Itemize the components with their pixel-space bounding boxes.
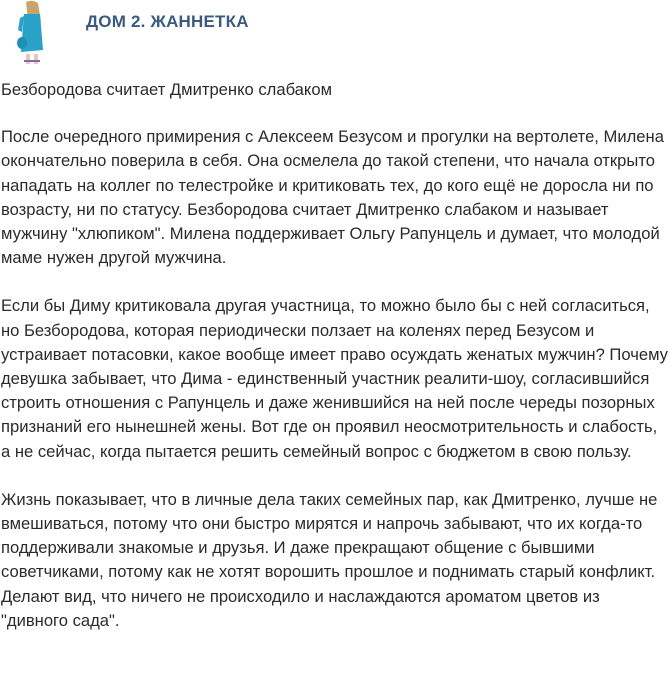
article-paragraph: Жизнь показывает, что в личные дела таких семейных пар, как Дмитренко, лучше не вмешиваться, потому что они быстро мирятся и напрочь забывают, что их когда-то поддерживали знакомые и друзья. И даже прекращают общение с бывшими советчиками, потому как не хотят ворошить прошлое и поднимать старый конфликт. Делают вид, что ничего не происходило и наслаждаются ароматом цветов из "дивного сада". [1,489,658,630]
article-paragraph: После очередного примирения с Алексеем Безусом и прогулки на вертолете, Милена окончательно поверила в себя. Она осмелела до такой степени, что начала открыто нападать на коллег по телестройке и критиковать тех, до кого ещё не доросла ни по возрасту, ни по статусу. Безбородова считает Дмитренко слабаком и называет мужчину "хлюпиком". Милена поддерживает Ольгу Рапунцель и думает, что молодой маме нужен другой мужчина. [1,127,664,268]
article-headline: Безбородова считает Дмитренко слабаком [1,80,332,99]
channel-title[interactable]: ДОМ 2. ЖАННЕТКА [86,12,249,31]
article-paragraph: Если бы Диму критиковала другая участница, то можно было бы с ней согласиться, но Безбородова, которая периодически ползает на коленях перед Безусом и устраивает потасовки, какое вообще имеет право осуждать женатых мужчин? Почему девушка забывает, что Дима - единственный участник реалити-шоу, согласившийся строить отношения с Рапунцель и даже женившийся на ней после череды позорных признаний его нынешней жены. Вот где он проявил неосмотрительность и слабость, а не сейчас, когда пытается решить семейный вопрос с бюджетом в свою пользу. [1,296,668,461]
page-header [0,0,670,78]
avatar[interactable] [14,0,50,66]
article [0,78,670,633]
